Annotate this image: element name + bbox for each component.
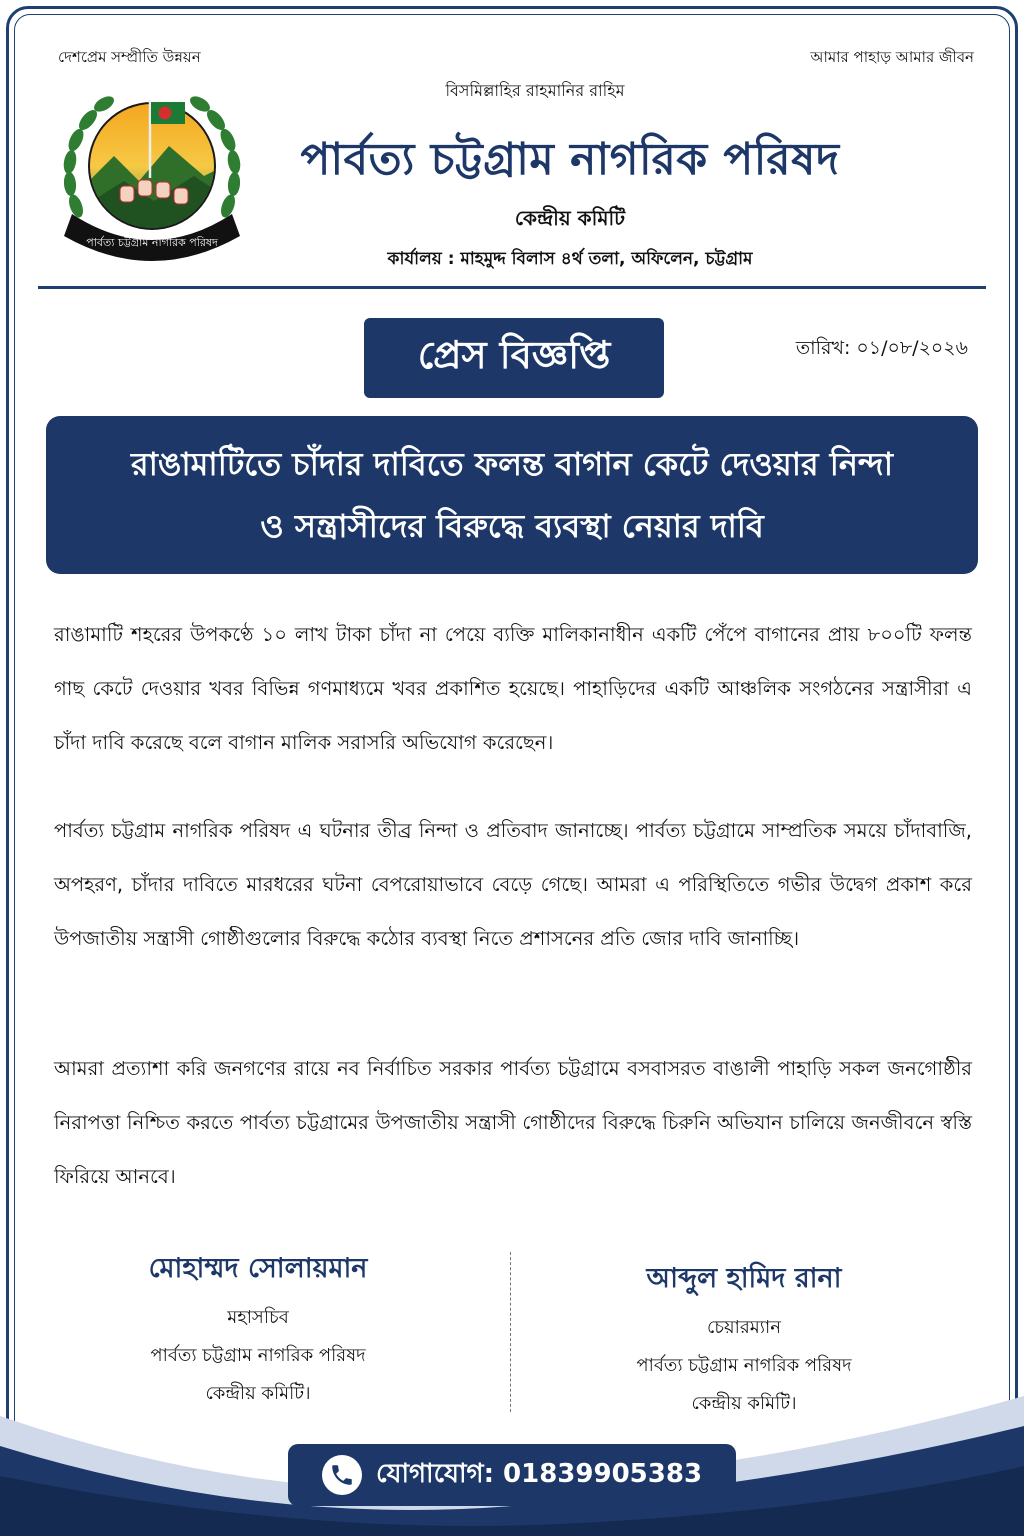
release-date: তারিখ: ০১/০৮/২০২৬: [795, 337, 968, 359]
signatory-org: পার্বত্য চট্টগ্রাম নাগরিক পরিষদ: [636, 1355, 852, 1376]
contact-bar[interactable]: [288, 1444, 736, 1506]
signatory-name: আব্দুল হামিদ রানা: [646, 1263, 842, 1294]
motto-right: আমার পাহাড় আমার জীবন: [810, 48, 974, 66]
headline-banner: [46, 416, 978, 574]
header-divider: [38, 286, 986, 289]
signatory-committee: কেন্দ্রীয় কমিটি।: [205, 1383, 311, 1404]
headline-line-2: ও সন্ত্রাসীদের বিরুদ্ধে ব্যবস্থা নেয়ার দাবি: [260, 507, 764, 545]
bismillah: বিসমিল্লাহির রাহমানির রাহিম: [445, 81, 625, 100]
motto-left: দেশপ্রেম সম্প্রীতি উন্নয়ন: [58, 48, 201, 66]
signatory-name: মোহাম্মদ সোলায়মান: [148, 1253, 368, 1284]
svg-text:পার্বত্য চট্টগ্রাম নাগরিক পরিষ: পার্বত্য চট্টগ্রাম নাগরিক পরিষদ: [86, 236, 218, 249]
signatory-committee: কেন্দ্রীয় কমিটি।: [691, 1393, 797, 1414]
body-paragraph-1: রাঙামাটি শহরের উপকণ্ঠে ১০ লাখ টাকা চাঁদা না পেয়ে ব্যক্তি মালিকানাধীন একটি পেঁপে বাগানের প্রায় ৮০০টি ফলন্ত গাছ কেটে দেওয়ার খবর বিভিন্ন গণমাধ্যমে খবর প্রকাশিত হয়েছে। পাহাড়িদের একটি আঞ্চলিক সংগঠনের সন্ত্রাসীরা এ চাঁদা দাবি করেছে বলে বাগান মালিক সরাসরি অভিযোগ করেছেন।: [54, 623, 972, 754]
committee-label: কেন্দ্রীয় কমিটি: [514, 206, 626, 230]
organization-name: পার্বত্য চট্টগ্রাম নাগরিক পরিষদ: [300, 134, 840, 185]
phone-icon: [322, 1455, 362, 1495]
signatory-title: চেয়ারম্যান: [707, 1317, 781, 1338]
body-paragraph-2: পার্বত্য চট্টগ্রাম নাগরিক পরিষদ এ ঘটনার তীব্র নিন্দা ও প্রতিবাদ জানাচ্ছে। পার্বত্য চট্টগ্রামে সাম্প্রতিক সময়ে চাঁদাবাজি, অপহরণ, চাঁদার দাবিতে মারধরের ঘটনা বেপরোয়াভাবে বেড়ে গেছে। আমরা এ পরিস্থিতিতে গভীর উদ্বেগ প্রকাশ করে উপজাতীয় সন্ত্রাসী গোষ্ঠীগুলোর বিরুদ্ধে কঠোর ব্যবস্থা নিতে প্রশাসনের প্রতি জোর দাবি জানাচ্ছি।: [54, 819, 972, 950]
organization-logo: [54, 86, 250, 266]
signatory-title: মহাসচিব: [227, 1307, 289, 1328]
office-address: কার্যালয় : মাহমুদ্দ বিলাস ৪র্থ তলা, অফিলেন, চট্টগ্রাম: [387, 249, 753, 269]
body-paragraph-3: আমরা প্রত্যাশা করি জনগণের রায়ে নব নির্বাচিত সরকার পার্বত্য চট্টগ্রামে বসবাসরত বাঙালী পাহাড়ি সকল জনগোষ্ঠীর নিরাপত্তা নিশ্চিত করতে পার্বত্য চট্টগ্রামের উপজাতীয় সন্ত্রাসী গোষ্ঠীদের বিরুদ্ধে চিরুনি অভিযান চালিয়ে জনজীবনে স্বস্তি ফিরিয়ে আনবে।: [54, 1057, 972, 1188]
signatory-org: পার্বত্য চট্টগ্রাম নাগরিক পরিষদ: [150, 1345, 366, 1366]
contact-label: যোগাযোগ: 01839905383: [375, 1459, 703, 1489]
press-release-badge: প্রেস বিজ্ঞপ্তি: [364, 318, 664, 398]
headline-line-1: রাঙামাটিতে চাঁদার দাবিতে ফলন্ত বাগান কেটে দেওয়ার নিন্দা: [131, 445, 893, 483]
